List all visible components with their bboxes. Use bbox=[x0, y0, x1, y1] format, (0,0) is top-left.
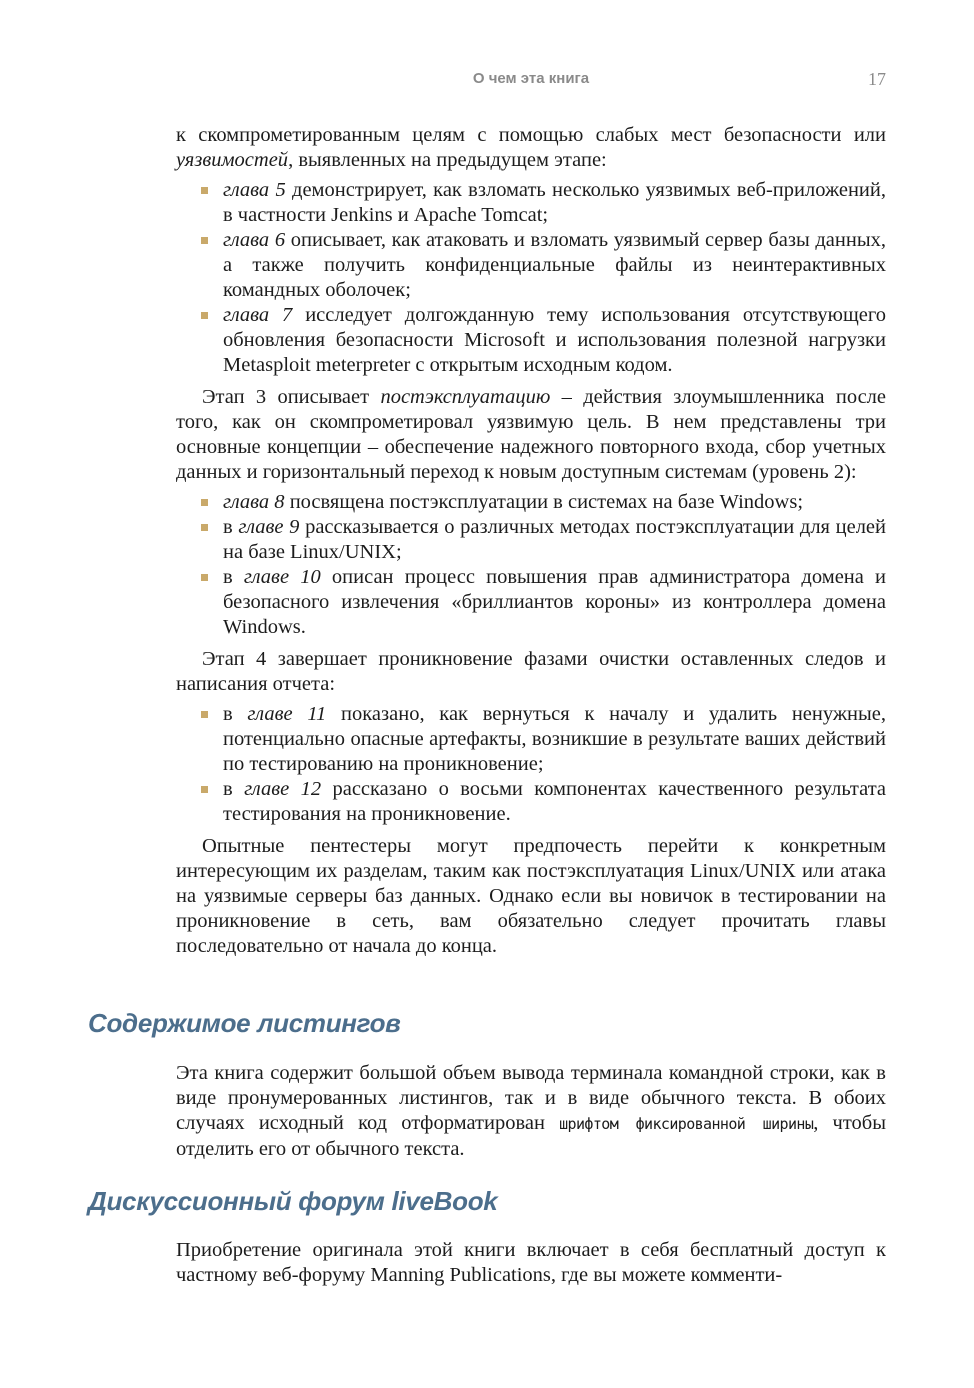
list-item: в главе 10 описан процесс повышения прав администратора домена и безопасного извлечения «бриллиантов короны» из контроллера домена Windows. bbox=[176, 565, 886, 640]
bullet-square-icon bbox=[201, 574, 208, 581]
monospace-sample: шрифтом фиксированной ширины bbox=[559, 1115, 814, 1133]
experienced-paragraph: Опытные пентестеры могут предпочесть перейти к конкретным интересующим их разделам, таким как постэксплуатация Linux/UNIX или атака на уязвимые серверы баз данных. Однако если вы новичок в тестировании на проникновение в сеть, вам обязательно следует прочитать главы последовательно от начала до конца. bbox=[176, 835, 886, 957]
forum-heading: Дискуссионный форум liveBook bbox=[88, 1186, 498, 1216]
intro-paragraph: к скомпрометированным целям с помощью слабых мест безопасности или уязвимостей, выявленных на предыдущем этапе: bbox=[176, 124, 886, 171]
list-item: в главе 11 показано, как вернуться к началу и удалить ненужные, потенциально опасные артефакты, возникшие в результате ваших действий по тестированию на проникновение; bbox=[176, 702, 886, 777]
bullet-square-icon bbox=[201, 786, 208, 793]
list-item: в главе 9 рассказывается о различных методах постэксплуатации для целей на базе Linux/UNIX; bbox=[176, 515, 886, 565]
list-item: глава 6 описывает, как атаковать и взломать уязвимый сервер базы данных, а также получить конфиденциальные файлы из неинтерактивных командных оболочек; bbox=[176, 228, 886, 303]
listings-section-body bbox=[176, 1061, 886, 1162]
running-header bbox=[176, 70, 886, 94]
main-text bbox=[176, 123, 886, 959]
running-title: О чем эта книга bbox=[472, 70, 590, 87]
bullet-square-icon bbox=[201, 499, 208, 506]
stage3-paragraph: Этап 3 описывает постэксплуатацию – действия злоумышленника после того, как он скомпрометировал уязвимую цель. В нем представлены три основные концепции – обеспечение надежного повторного входа, сбор учетных данных и горизонтальный переход к новым доступным системам (уровень 2): bbox=[176, 386, 887, 483]
list-item: глава 8 посвящена постэксплуатации в системах на базе Windows; bbox=[176, 490, 886, 515]
bullet-square-icon bbox=[201, 237, 208, 244]
list-item: в главе 12 рассказано о восьми компонентах качественного результата тестирования на проникновение. bbox=[176, 777, 886, 827]
list-item: глава 5 демонстрирует, как взломать несколько уязвимых веб-приложений, в частности Jenkins и Apache Tomcat; bbox=[176, 178, 886, 228]
bullet-square-icon bbox=[201, 711, 208, 718]
stage2-chapter-list bbox=[176, 178, 886, 378]
page-number: 17 bbox=[868, 69, 886, 89]
forum-section-body bbox=[176, 1238, 886, 1288]
forum-paragraph: Приобретение оригинала этой книги включает в себя бесплатный доступ к частному веб-форуму Manning Publications, где вы можете комменти- bbox=[176, 1239, 886, 1286]
stage3-chapter-list bbox=[176, 490, 886, 640]
list-item: глава 7 исследует долгожданную тему использования отсутствующего обновления безопасности Microsoft и использования полезной нагрузки Metasploit meterpreter с открытым исходным кодом. bbox=[176, 303, 886, 378]
stage4-chapter-list bbox=[176, 702, 886, 827]
bullet-square-icon bbox=[201, 187, 208, 194]
stage4-paragraph: Этап 4 завершает проникновение фазами очистки оставленных следов и написания отчета: bbox=[176, 648, 886, 695]
listings-heading: Содержимое листингов bbox=[88, 1008, 401, 1038]
listings-paragraph: Эта книга содержит большой объем вывода терминала командной строки, как в виде пронумерованных листингов, так и в виде обычного текста. В обоих случаях исходный код отформатирован шрифтом фиксированной ширины, чтобы отделить его от обычного текста. bbox=[176, 1062, 887, 1160]
bullet-square-icon bbox=[201, 312, 208, 319]
bullet-square-icon bbox=[201, 524, 208, 531]
